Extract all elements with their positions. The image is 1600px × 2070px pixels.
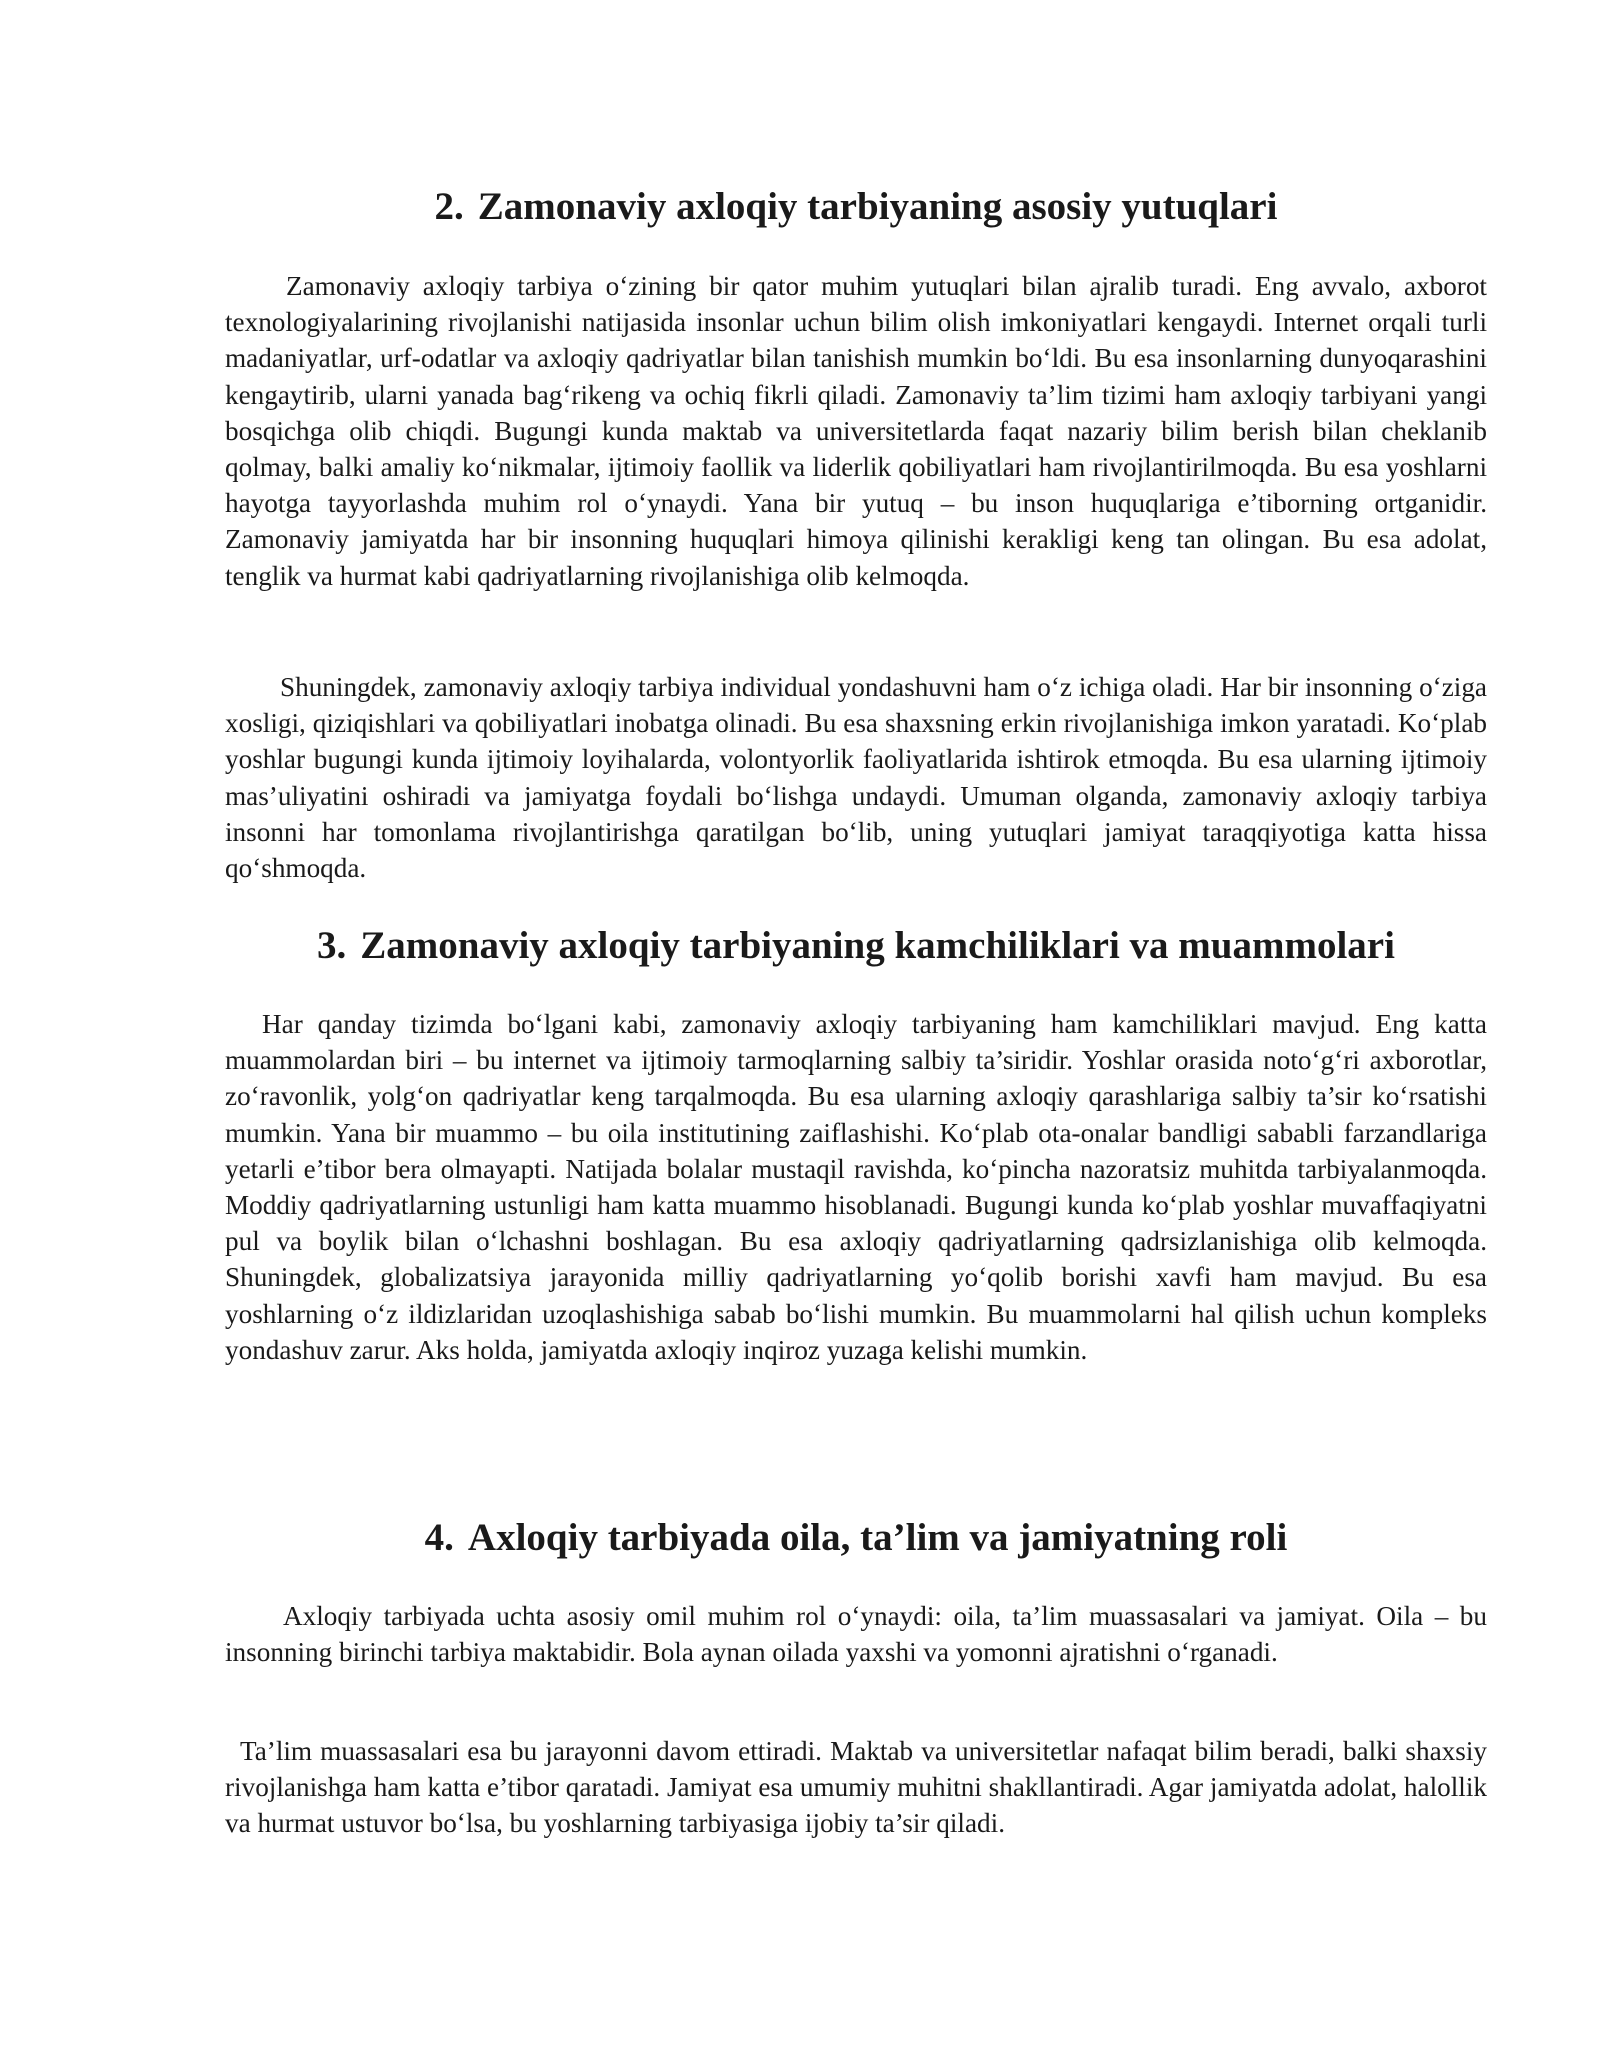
section-heading-2 bbox=[225, 184, 1487, 230]
paragraph: Zamonaviy axloqiy tarbiya o‘zining bir qator muhim yutuqlari bilan ajralib turadi. Eng avvalo, axborot texnologiyalarining rivojlanishi natijasida insonlar uchun bilim olish imkoniyatlari kengaydi. Internet orqali turli madaniyatlar, urf-odatlar va axloqiy qadriyatlar bilan tanishish mumkin bo‘ldi. Bu esa insonlarning dunyoqarashini kengaytirib, ularni yanada bag‘rikeng va ochiq fikrli qiladi. Zamonaviy ta’lim tizimi ham axloqiy tarbiyani yangi bosqichga olib chiqdi. Bugungi kunda maktab va universitetlarda faqat nazariy bilim berish bilan cheklanib qolmay, balki amaliy ko‘nikmalar, ijtimoiy faollik va liderlik qobiliyatlari ham rivojlantirilmoqda. Bu esa yoshlarni hayotga tayyorlashda muhim rol o‘ynaydi. Yana bir yutuq – bu inson huquqlariga e’tiborning ortganidir. Zamonaviy jamiyatda har bir insonning huquqlari himoya qilinishi kerakligi keng tan olingan. Bu esa adolat, tenglik va hurmat kabi qadriyatlarning rivojlanishiga olib kelmoqda. bbox=[225, 271, 1487, 591]
section-heading-3 bbox=[225, 923, 1487, 969]
section-title: Zamonaviy axloqiy tarbiyaning kamchiliklari va muammolari bbox=[360, 924, 1395, 967]
paragraph: Shuningdek, zamonaviy axloqiy tarbiya individual yondashuvni ham o‘z ichiga oladi. Har bir insonning o‘ziga xosligi, qiziqishlari va qobiliyatlari inobatga olinadi. Bu esa shaxsning erkin rivojlanishiga imkon yaratadi. Ko‘plab yoshlar bugungi kunda ijtimoiy loyihalarda, volontyorlik faoliyatlarida ishtirok etmoqda. Bu esa ularning ijtimoiy mas’uliyatini oshiradi va jamiyatga foydali bo‘lishga undaydi. Umuman olganda, zamonaviy axloqiy tarbiya insonni har tomonlama rivojlantirishga qaratilgan bo‘lib, uning yutuqlari jamiyat taraqqiyotiga katta hissa qo‘shmoqda. bbox=[225, 672, 1487, 884]
section-number: 2. bbox=[434, 185, 464, 228]
section-number: 4. bbox=[424, 1516, 454, 1559]
section-heading-4 bbox=[225, 1515, 1487, 1561]
paragraph: Axloqiy tarbiyada uchta asosiy omil muhim rol o‘ynaydi: oila, ta’lim muassasalari va jamiyat. Oila – bu insonning birinchi tarbiya maktabidir. Bola aynan oilada yaxshi va yomonni ajratishni o‘rganadi. bbox=[225, 1601, 1487, 1668]
section-number: 3. bbox=[317, 924, 347, 967]
paragraph: Ta’lim muassasalari esa bu jarayonni davom ettiradi. Maktab va universitetlar nafaqat bilim beradi, balki shaxsiy rivojlanishga ham katta e’tibor qaratadi. Jamiyat esa umumiy muhitni shakllantiradi. Agar jamiyatda adolat, halollik va hurmat ustuvor bo‘lsa, bu yoshlarning tarbiyasiga ijobiy ta’sir qiladi. bbox=[225, 1736, 1487, 1839]
paragraph: Har qanday tizimda bo‘lgani kabi, zamonaviy axloqiy tarbiyaning ham kamchiliklari mavjud. Eng katta muammolardan biri – bu internet va ijtimoiy tarmoqlarning salbiy ta’siridir. Yoshlar orasida noto‘g‘ri axborotlar, zo‘ravonlik, yolg‘on qadriyatlar keng tarqalmoqda. Bu esa ularning axloqiy qarashlariga salbiy ta’sir ko‘rsatishi mumkin. Yana bir muammo – bu oila institutining zaiflashishi. Ko‘plab ota-onalar bandligi sababli farzandlariga yetarli e’tibor bera olmayapti. Natijada bolalar mustaqil ravishda, ko‘pincha nazoratsiz muhitda tarbiyalanmoqda. Moddiy qadriyatlarning ustunligi ham katta muammo hisoblanadi. Bugungi kunda ko‘plab yoshlar muvaffaqiyatni pul va boylik bilan o‘lchashni boshlagan. Bu esa axloqiy qadriyatlarning qadrsizlanishiga olib kelmoqda. Shuningdek, globalizatsiya jarayonida milliy qadriyatlarning yo‘qolib borishi xavfi ham mavjud. Bu esa yoshlarning o‘z ildizlaridan uzoqlashishiga sabab bo‘lishi mumkin. Bu muammolarni hal qilish uchun kompleks yondashuv zarur. Aks holda, jamiyatda axloqiy inqiroz yuzaga kelishi mumkin. bbox=[225, 1009, 1487, 1365]
section-title: Axloqiy tarbiyada oila, ta’lim va jamiyatning roli bbox=[467, 1516, 1288, 1559]
section-title: Zamonaviy axloqiy tarbiyaning asosiy yutuqlari bbox=[477, 185, 1278, 228]
